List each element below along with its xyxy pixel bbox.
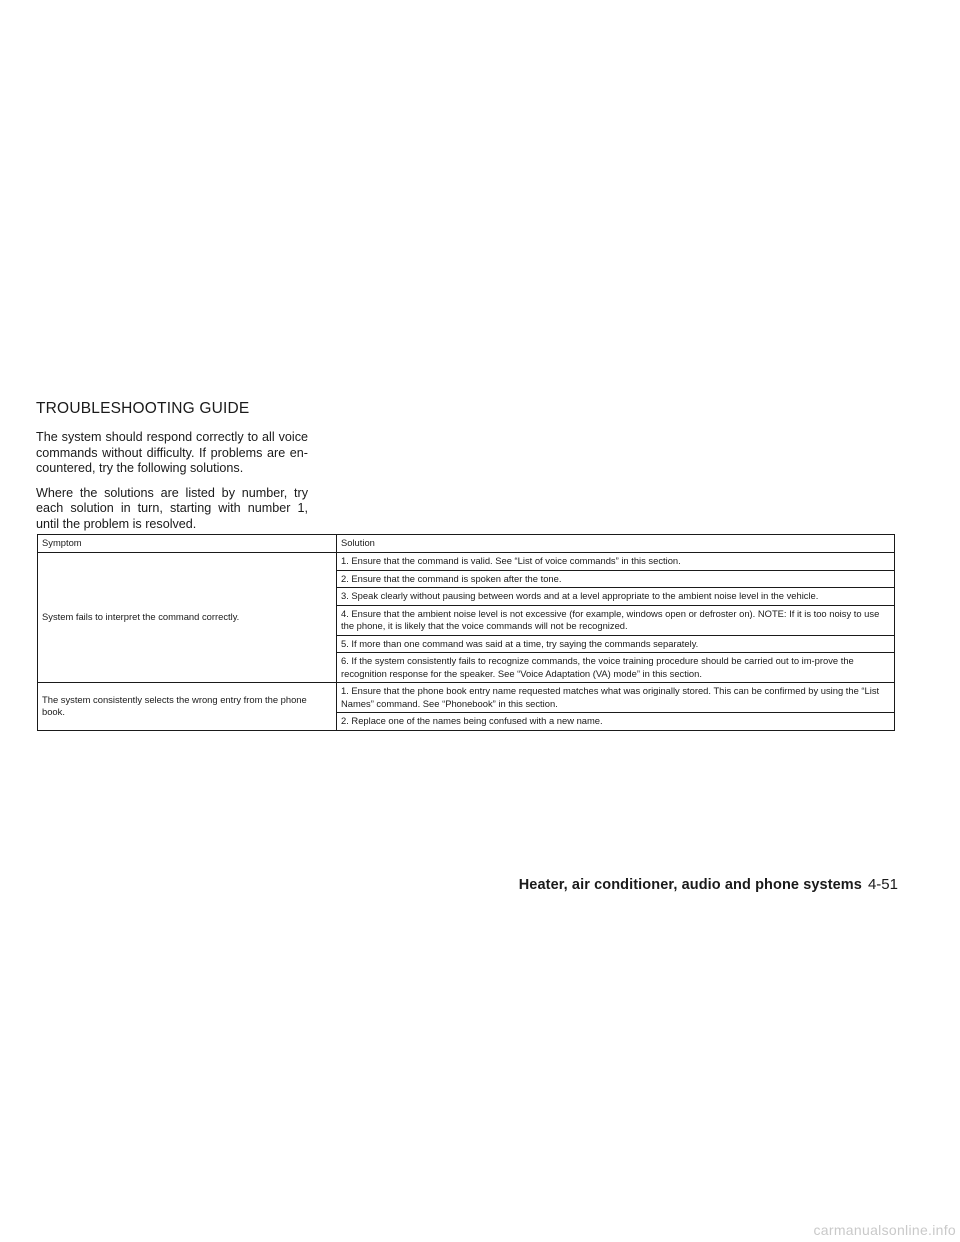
section-title: TROUBLESHOOTING GUIDE xyxy=(36,400,250,417)
chapter-title: Heater, air conditioner, audio and phone systems xyxy=(518,877,862,893)
header-solution: Solution xyxy=(337,535,895,553)
symptom-cell: System fails to interpret the command correctly. xyxy=(38,553,337,683)
solution-cell: 4. Ensure that the ambient noise level is not excessive (for example, windows open or defroster on). NOTE: If it is too noisy to use the phone, it is likely that the voice commands will not be recognized. xyxy=(337,605,895,635)
solution-cell: 5. If more than one command was said at a time, try saying the commands separately. xyxy=(337,635,895,653)
solution-cell: 2. Ensure that the command is spoken after the tone. xyxy=(337,570,895,588)
page-footer xyxy=(519,876,898,893)
table-row xyxy=(38,553,895,571)
solution-cell: 6. If the system consistently fails to recognize commands, the voice training procedure should be carried out to im-prove the recognition response for the speaker. See “Voice Adaptation (VA) mode” in this section. xyxy=(337,653,895,683)
table-row xyxy=(38,683,895,713)
solution-cell: 1. Ensure that the command is valid. See “List of voice commands” in this section. xyxy=(337,553,895,571)
table-header-row xyxy=(38,535,895,553)
header-symptom: Symptom xyxy=(38,535,337,553)
solution-cell: 3. Speak clearly without pausing between words and at a level appropriate to the ambient noise level in the vehicle. xyxy=(337,588,895,606)
troubleshooting-section xyxy=(36,400,308,541)
troubleshooting-table xyxy=(37,534,895,731)
intro-paragraph: The system should respond correctly to all voice commands without difficulty. If problems are en-countered, try the following solutions. xyxy=(36,430,308,475)
instructions-paragraph: Where the solutions are listed by number, try each solution in turn, starting with number 1, until the problem is resolved. xyxy=(36,485,308,531)
solution-cell: 2. Replace one of the names being confused with a new name. xyxy=(337,713,895,731)
troubleshooting-table-container xyxy=(37,534,894,731)
symptom-cell: The system consistently selects the wrong entry from the phone book. xyxy=(38,683,337,731)
solution-cell: 1. Ensure that the phone book entry name requested matches what was originally stored. This can be confirmed by using the “List Names” command. See “Phonebook” in this section. xyxy=(337,683,895,713)
page-number: 4-51 xyxy=(867,876,898,893)
watermark-text: carmanualsonline.info xyxy=(813,1222,956,1238)
